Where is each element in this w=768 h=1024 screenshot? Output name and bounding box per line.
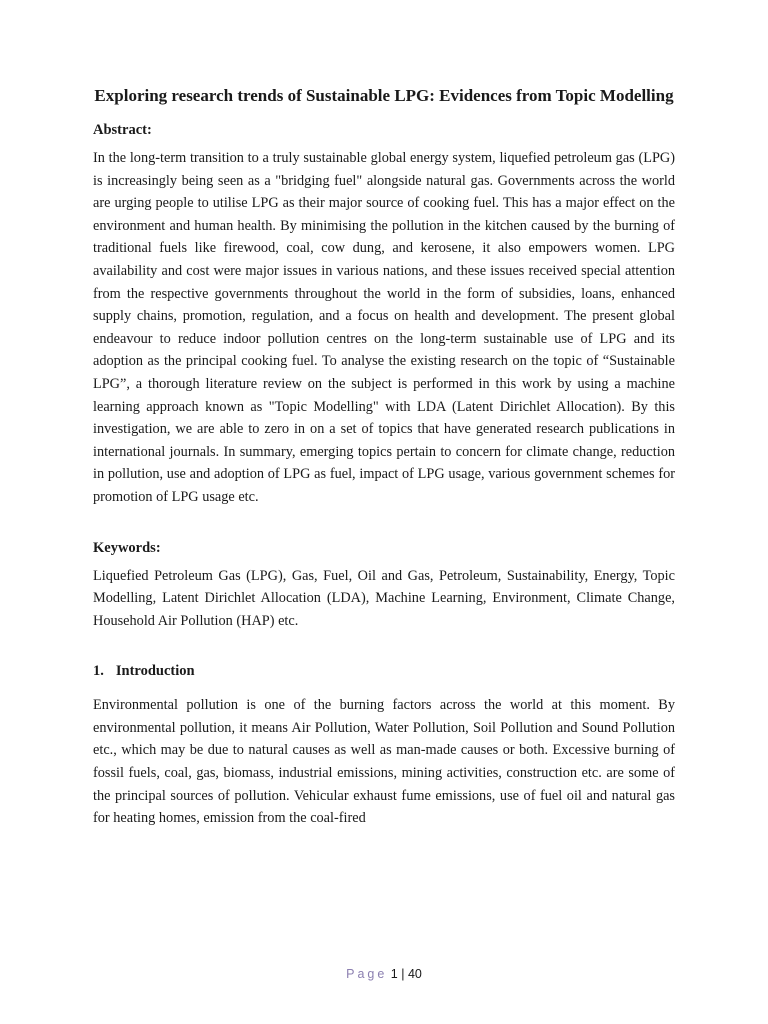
- total-pages: 40: [407, 967, 422, 981]
- abstract-heading: Abstract:: [93, 122, 152, 138]
- page-number: 1: [390, 967, 398, 981]
- keywords-text: Liquefied Petroleum Gas (LPG), Gas, Fuel, Oil and Gas, Petroleum, Sustainability, Energy, Topic Modelling, Latent Dirichlet Allocation (LDA), Machine Learning, Environment, Climate Change, Household Air Pollution (HAP) etc.: [93, 567, 675, 629]
- introduction-text: Environmental pollution is one of the burning factors across the world at this moment. By environmental pollution, it means Air Pollution, Water Pollution, Soil Pollution and Sound Pollution etc., which may be due to natural causes as well as man-made causes or both. Excessive burning of fossil fuels, coal, gas, biomass, industrial emissions, mining activities, construction etc. are some of the principal sources of pollution. Vehicular exhaust fume emissions, use of fuel oil and natural gas for heating homes, emission from the coal-fired: [93, 697, 675, 827]
- document-page: [93, 84, 675, 830]
- section-number: 1.: [93, 663, 104, 680]
- section-title: Introduction: [115, 663, 195, 680]
- page-label: Page: [346, 967, 388, 981]
- abstract-text: In the long-term transition to a truly sustainable global energy system, liquefied petroleum gas (LPG) is increasingly being seen as a "bridging fuel" alongside natural gas. Governments across the world are urging people to utilise LPG as their major source of cooking fuel. This has a major effect on the environment and human health. By minimising the pollution in the kitchen caused by the burning of traditional fuels like firewood, coal, cow dung, and kerosene, it also empowers women. LPG availability and cost were major issues in various nations, and these issues received special attention from the respective governments throughout the world in the form of subsidies, loans, enhanced supply chains, promotion, regulation, and a focus on health and development. The present global endeavour to reduce indoor pollution centres on the long-term sustainable use of LPG and its adoption as the principal cooking fuel. To analyse the existing research on the topic of “Sustainable LPG”, a thorough literature review on the subject is performed in this work by using a machine learning approach known as "Topic Modelling" with LDA (Latent Dirichlet Allocation). By this investigation, we are able to zero in on a set of topics that have generated research publications in international journals. In summary, emerging topics pertain to concern for climate change, reduction in pollution, use and adoption of LPG as fuel, impact of LPG usage, various government schemes for promotion of LPG usage etc.: [93, 150, 675, 505]
- page-separator: |: [401, 967, 405, 981]
- page-footer: [0, 967, 768, 981]
- keywords-heading: Keywords:: [93, 539, 161, 556]
- paper-title: Exploring research trends of Sustainable LPG: Evidences from Topic Modelling: [94, 86, 674, 105]
- introduction-heading: [93, 660, 675, 682]
